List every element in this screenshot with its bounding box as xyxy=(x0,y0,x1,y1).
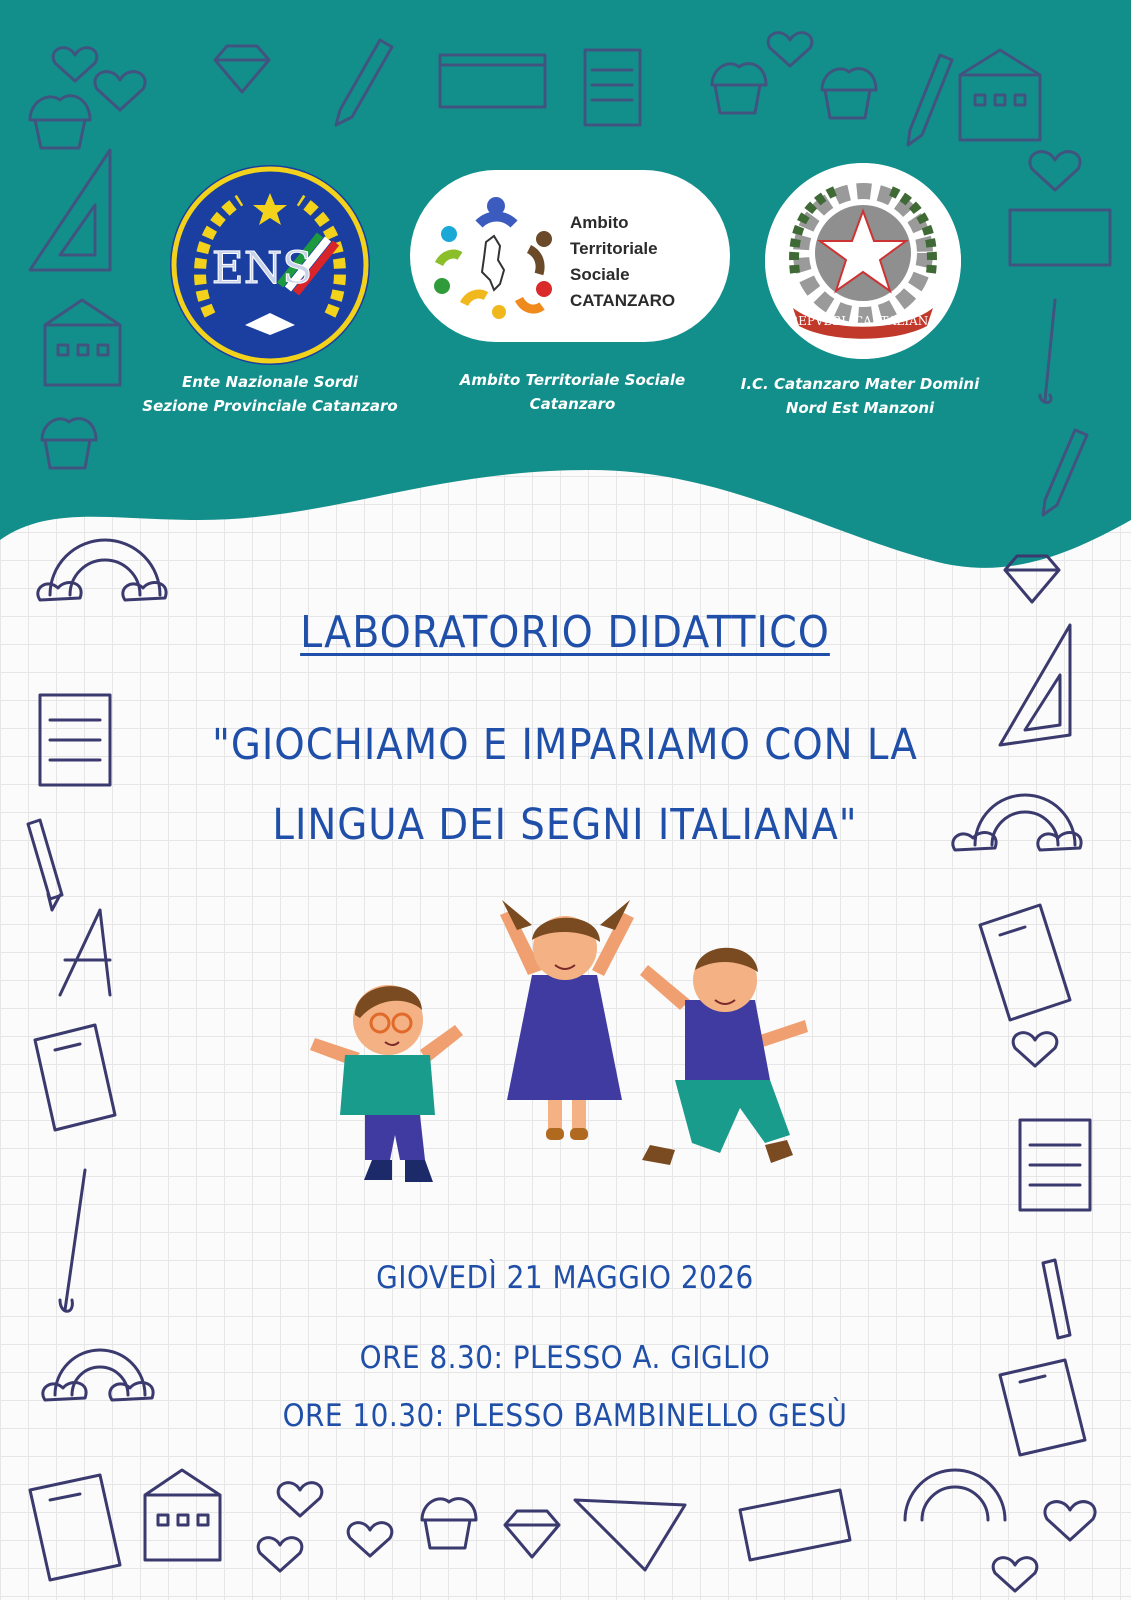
heart-icon xyxy=(993,1558,1037,1591)
triangle-ruler-icon xyxy=(1000,625,1070,745)
notepad-icon xyxy=(40,695,110,785)
pencil-icon xyxy=(1043,1260,1070,1338)
ats-line-2: Territoriale xyxy=(570,239,658,258)
repubblica-italiana-emblem xyxy=(765,163,961,359)
ens-caption-line-1: Ente Nazionale Sordi xyxy=(181,373,359,391)
ats-line-3: Sociale xyxy=(570,265,630,284)
heart-icon xyxy=(1045,1502,1095,1540)
notebook-icon xyxy=(980,905,1070,1020)
ats-caption-line-1: Ambito Territoriale Sociale xyxy=(459,371,686,389)
heart-icon xyxy=(278,1483,322,1516)
notebook-icon xyxy=(35,1025,115,1130)
triangle-ruler-icon xyxy=(575,1500,685,1570)
boy-with-glasses-figure xyxy=(310,985,463,1182)
ic-caption-line-2: Nord Est Manzoni xyxy=(785,399,935,417)
notepad-icon xyxy=(1020,1120,1090,1210)
event-title-line-2: LINGUA DEI SEGNI ITALIANA" xyxy=(272,800,858,850)
children-illustration xyxy=(300,890,820,1220)
emblem-ribbon-text: REPVBBLICA ITALIANA xyxy=(789,314,937,328)
heading-text: LABORATORIO DIDATTICO xyxy=(300,607,830,658)
rainbow-icon xyxy=(905,1470,1005,1520)
notebook-icon xyxy=(1000,1360,1085,1455)
boy-figure xyxy=(640,948,808,1165)
ats-line-1: Ambito xyxy=(570,213,629,232)
cupcake-icon xyxy=(422,1499,476,1548)
diamond-icon xyxy=(505,1511,559,1557)
heart-icon xyxy=(348,1523,392,1556)
girl-figure xyxy=(500,900,634,1140)
event-title-line-1: "GIOCHIAMO E IMPARIAMO CON LA xyxy=(212,720,918,770)
heading-laboratorio xyxy=(240,605,890,661)
ens-logo-text: ENS xyxy=(211,243,313,294)
heart-icon xyxy=(258,1538,302,1571)
ambito-territoriale-logo xyxy=(410,170,730,342)
compass-icon xyxy=(60,910,110,995)
rainbow-icon xyxy=(43,1350,153,1400)
event-date: GIOVEDÌ 21 MAGGIO 2026 xyxy=(376,1260,754,1296)
pencil-case-icon xyxy=(740,1490,850,1560)
pencil-icon xyxy=(28,820,62,910)
ats-line-4: CATANZARO xyxy=(570,291,676,310)
ats-caption-line-2: Catanzaro xyxy=(529,395,616,413)
ambito-logo-text xyxy=(570,210,675,314)
school-icon xyxy=(145,1470,220,1560)
ens-logo xyxy=(170,165,370,365)
ens-caption xyxy=(125,370,415,418)
heart-icon xyxy=(1013,1033,1057,1066)
notebook-icon xyxy=(30,1475,120,1580)
ic-caption xyxy=(715,372,1005,420)
event-session-1: ORE 8.30: PLESSO A. GIGLIO xyxy=(359,1340,771,1376)
ats-caption xyxy=(435,368,710,416)
event-title xyxy=(130,705,1000,865)
paintbrush-icon xyxy=(60,1170,85,1311)
event-session-2: ORE 10.30: PLESSO BAMBINELLO GESÙ xyxy=(282,1398,848,1434)
ic-caption-line-1: I.C. Catanzaro Mater Domini xyxy=(740,375,980,393)
ens-caption-line-2: Sezione Provinciale Catanzaro xyxy=(142,397,398,415)
